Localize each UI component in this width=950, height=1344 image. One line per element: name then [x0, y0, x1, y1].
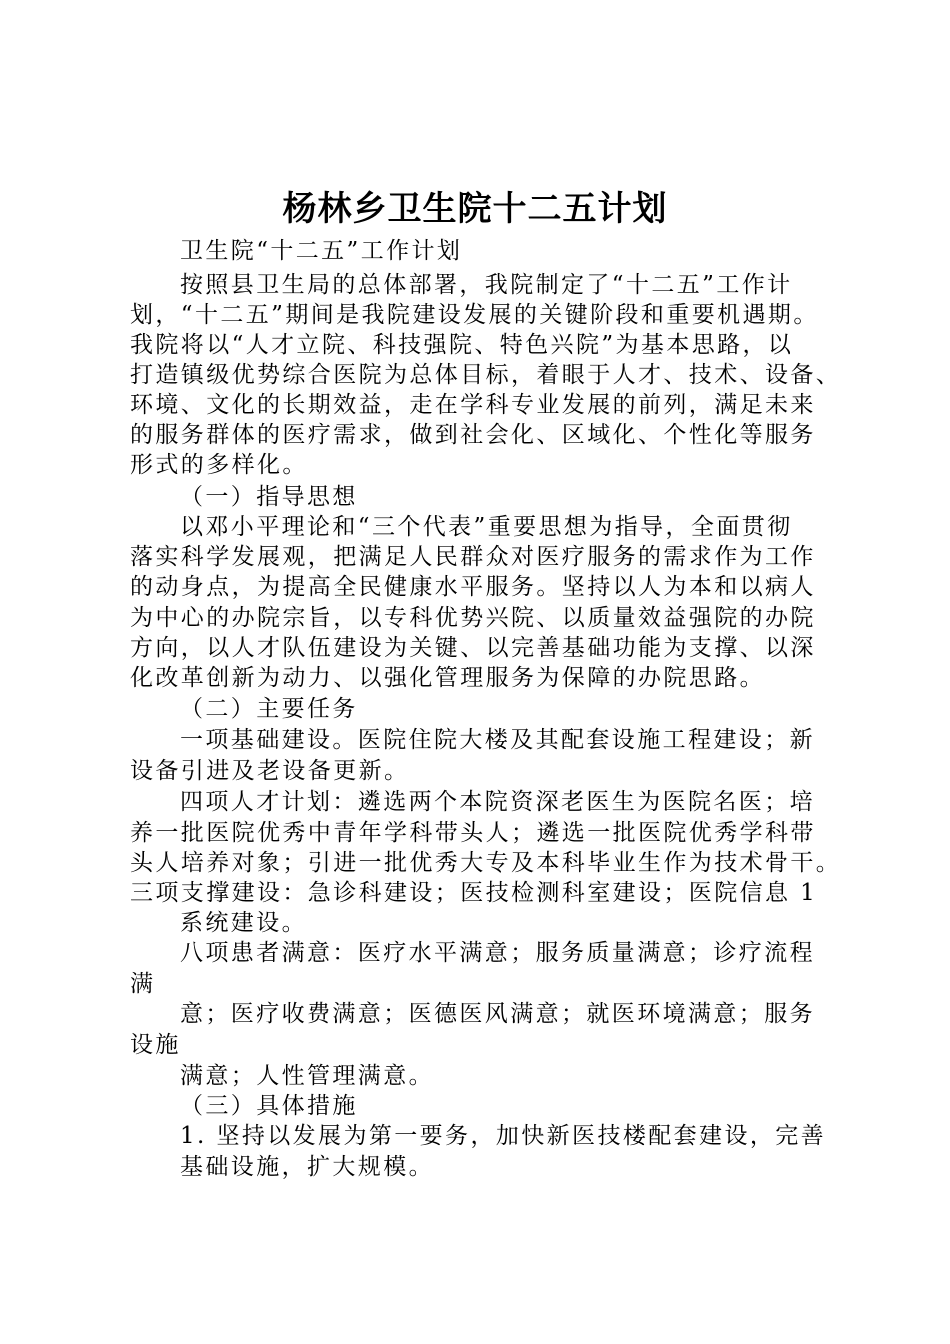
- text-line: 化改革创新为动力、以强化管理服务为保障的办院思路。: [130, 665, 765, 691]
- text-line: 打造镇级优势综合医院为总体目标，着眼于人才、技术、设备、: [130, 362, 842, 388]
- text-line: 八项患者满意：医疗水平满意；服务质量满意；诊疗流程: [180, 940, 815, 966]
- text-line: 满: [130, 971, 156, 997]
- text-line: 系统建设。: [180, 910, 307, 936]
- text-line: 为中心的办院宗旨，以专科优势兴院、以质量效益强院的办院: [130, 605, 816, 631]
- text-line: 卫生院“十二五”工作计划: [180, 238, 463, 264]
- text-line: 我院将以“人才立院、科技强院、特色兴院”为基本思路，以: [130, 332, 794, 358]
- text-line: 的动身点，为提高全民健康水平服务。坚持以人为本和以病人: [130, 574, 816, 600]
- document-title: 杨林乡卫生院十二五计划: [282, 189, 668, 229]
- text-line: 设施: [130, 1032, 181, 1058]
- text-line: 四项人才计划：遴选两个本院资深老医生为医院名医；培: [180, 789, 815, 815]
- section-heading: （三）具体措施: [180, 1093, 358, 1119]
- text-line: 设备引进及老设备更新。: [130, 758, 410, 784]
- section-heading: （二）主要任务: [180, 696, 358, 722]
- text-line: 按照县卫生局的总体部署，我院制定了“十二五”工作计: [180, 272, 793, 298]
- section-heading: （一）指导思想: [180, 484, 358, 510]
- text-line: 意；医疗收费满意；医德医风满意；就医环境满意；服务: [180, 1001, 815, 1027]
- text-line: 环境、文化的长期效益，走在学科专业发展的前列，满足未来: [130, 392, 816, 418]
- text-line: 的服务群体的医疗需求，做到社会化、区域化、个性化等服务: [130, 422, 816, 448]
- text-line: 三项支撑建设：急诊科建设；医技检测科室建设；医院信息 1: [130, 880, 818, 906]
- text-line: 落实科学发展观，把满足人民群众对医疗服务的需求作为工作: [130, 544, 816, 570]
- text-line: 满意；人性管理满意。: [180, 1063, 434, 1089]
- text-line: 头人培养对象；引进一批优秀大专及本科毕业生作为技术骨干。: [130, 850, 842, 876]
- text-line: 养一批医院优秀中青年学科带头人；遴选一批医院优秀学科带: [130, 820, 816, 846]
- text-line: 划，“十二五”期间是我院建设发展的关键阶段和重要机遇期。: [130, 302, 819, 328]
- text-line: 形式的多样化。: [130, 452, 308, 478]
- text-line: 基础设施，扩大规模。: [180, 1154, 434, 1180]
- text-line: 1. 坚持以发展为第一要务，加快新医技楼配套建设，完善: [180, 1123, 827, 1149]
- text-line: 一项基础建设。医院住院大楼及其配套设施工程建设；新: [180, 727, 815, 753]
- text-line: 以邓小平理论和“三个代表”重要思想为指导，全面贯彻: [180, 514, 793, 540]
- text-line: 方向，以人才队伍建设为关键、以完善基础功能为支撑、以深: [130, 635, 816, 661]
